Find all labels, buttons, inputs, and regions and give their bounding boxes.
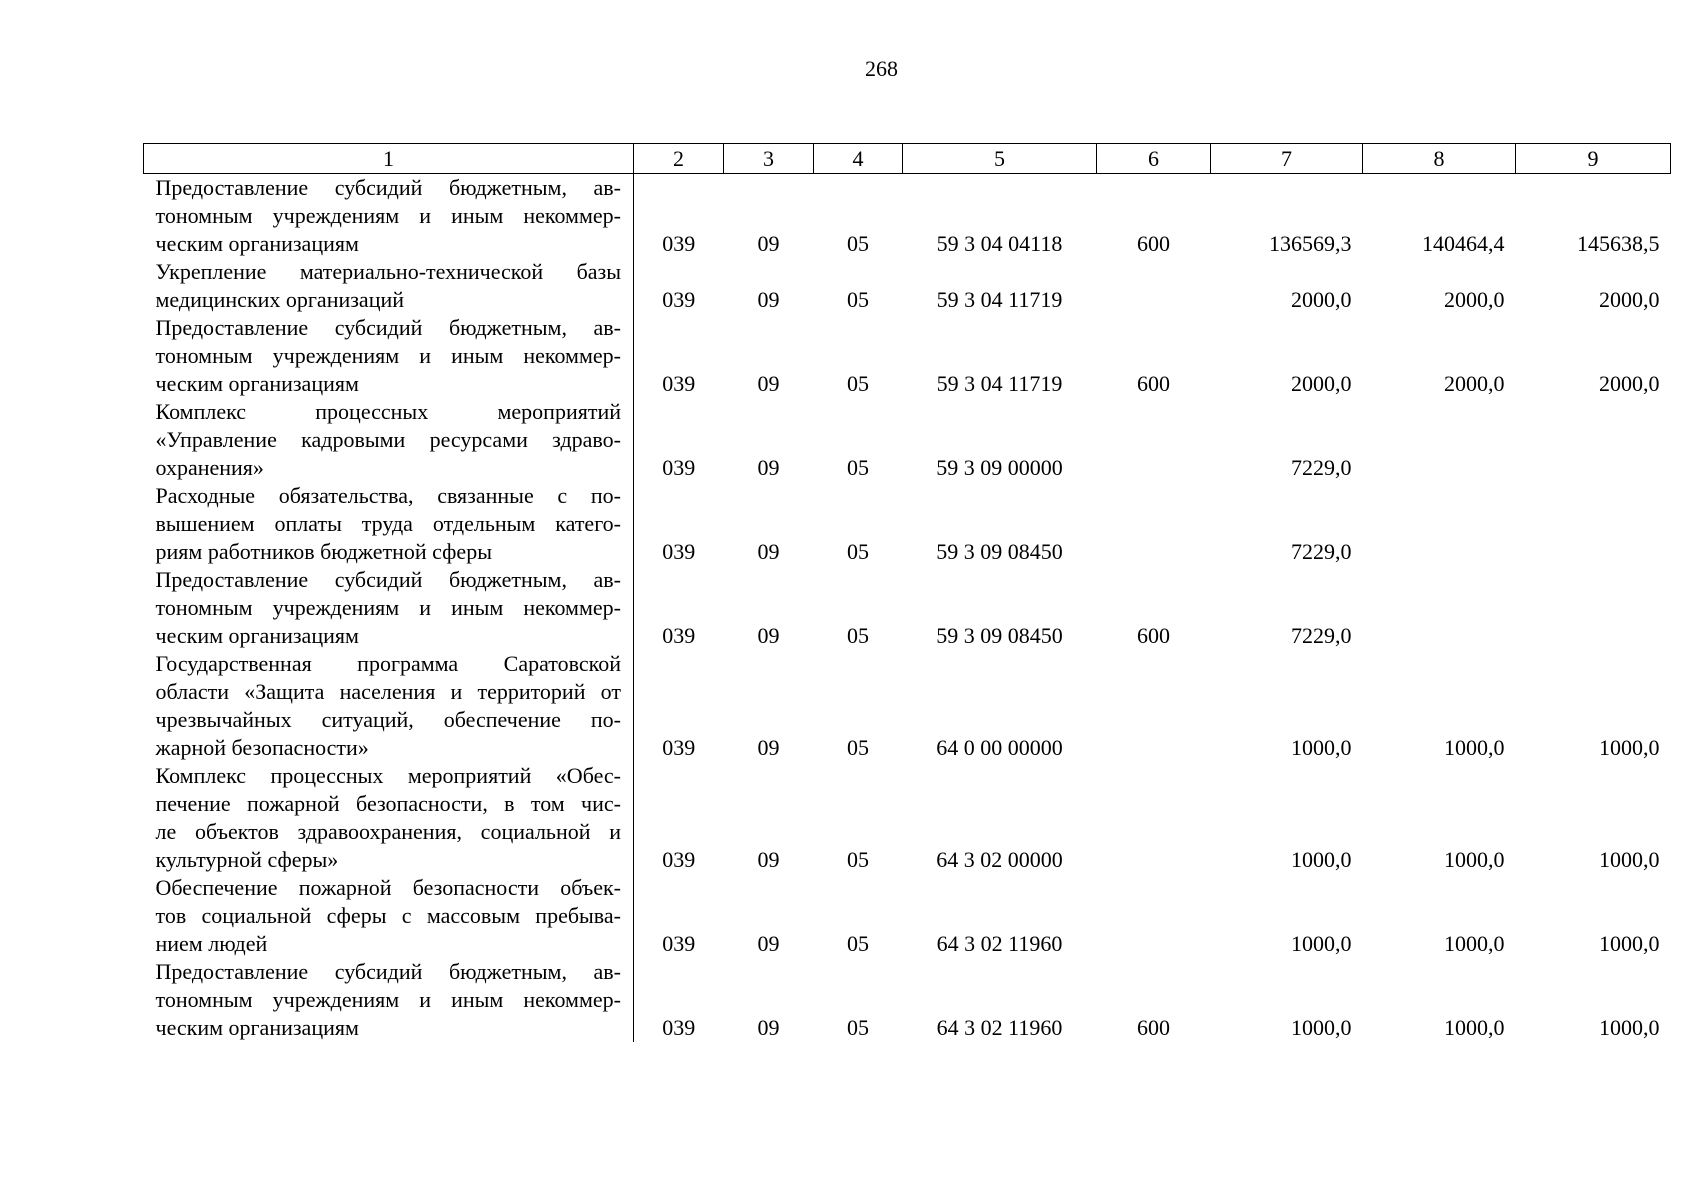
cell-col-5: 59 3 09 08450: [936, 539, 1063, 564]
cell-col-4: 05: [847, 847, 869, 872]
cell-col-8: 1000,0: [1444, 1015, 1505, 1040]
cell-col-7: 7229,0: [1291, 623, 1352, 648]
page-number: 268: [865, 56, 898, 81]
cell-col-3: 09: [757, 1015, 780, 1040]
table-body: [144, 174, 1671, 1043]
table-row: [144, 482, 1671, 566]
description-line: нием людей: [155, 931, 268, 956]
description-line: «Управление кадровыми ресурсами здраво-: [155, 427, 621, 452]
cell-col-7: 7229,0: [1291, 539, 1352, 564]
cell-col-5: 59 3 04 11719: [936, 371, 1063, 396]
cell-description: [144, 174, 634, 259]
cell-col-6: [1097, 762, 1211, 874]
cell-col-9: 2000,0: [1599, 371, 1660, 396]
cell-col-4: 05: [847, 623, 869, 648]
cell-col-2: 039: [662, 1015, 696, 1040]
header-col-6: 6: [1097, 144, 1211, 174]
description-line: чрезвычайных ситуаций, обеспечение по-: [155, 707, 621, 732]
cell-col-6: [1097, 482, 1211, 566]
description-line: охранения»: [155, 455, 264, 480]
cell-col-5: 64 3 02 00000: [936, 847, 1063, 872]
cell-col-2: 039: [662, 287, 696, 312]
cell-col-2: 039: [662, 371, 696, 396]
table-row: [144, 958, 1671, 1042]
cell-col-9: 1000,0: [1599, 931, 1660, 956]
cell-col-4: 05: [847, 231, 869, 256]
cell-col-5: 59 3 04 04118: [936, 231, 1063, 256]
description-line: Предоставление субсидий бюджетным, ав-: [155, 315, 621, 340]
cell-col-8: 1000,0: [1444, 931, 1505, 956]
description-line: жарной безопасности»: [155, 735, 369, 760]
cell-col-9: 1000,0: [1599, 847, 1660, 872]
cell-col-4: 05: [847, 371, 869, 396]
cell-description: [144, 482, 634, 566]
cell-col-7: 136569,3: [1269, 231, 1352, 256]
cell-col-7: 1000,0: [1291, 931, 1352, 956]
table-row: [144, 566, 1671, 650]
description-line: ческим организациям: [155, 623, 359, 648]
description-line: Обеспечение пожарной безопасности объек-: [155, 875, 621, 900]
table-row: [144, 398, 1671, 482]
description-line: тономным учреждениям и иным некоммер-: [155, 987, 621, 1012]
cell-col-4: 05: [847, 455, 869, 480]
cell-col-3: 09: [757, 735, 780, 760]
cell-col-8: [1363, 566, 1516, 650]
cell-col-9: 1000,0: [1599, 735, 1660, 760]
description-line: медицинских организаций: [155, 287, 405, 312]
header-col-7: 7: [1211, 144, 1363, 174]
description-line: тов социальной сферы с массовым пребыва-: [155, 903, 621, 928]
description-line: тономным учреждениям и иным некоммер-: [155, 343, 621, 368]
cell-col-3: 09: [757, 371, 780, 396]
description-line: Государственная программа Саратовской: [155, 651, 621, 676]
header-row: [144, 144, 1671, 174]
budget-table-container: [143, 143, 1670, 1042]
table-row: [144, 174, 1671, 259]
cell-col-3: 09: [757, 287, 780, 312]
cell-col-5: 64 0 00 00000: [936, 735, 1063, 760]
cell-col-2: 039: [662, 539, 696, 564]
table-row: [144, 762, 1671, 874]
cell-col-2: 039: [662, 623, 696, 648]
description-line: вышением оплаты труда отдельным катего-: [155, 511, 621, 536]
cell-col-7: 2000,0: [1291, 371, 1352, 396]
description-line: Комплекс процессных мероприятий: [155, 399, 621, 424]
cell-col-5: 59 3 09 08450: [936, 623, 1063, 648]
cell-description: [144, 650, 634, 762]
cell-col-3: 09: [757, 231, 780, 256]
cell-col-3: 09: [757, 539, 780, 564]
cell-col-6: [1097, 258, 1211, 314]
description-line: ческим организациям: [155, 1015, 359, 1040]
description-line: Расходные обязательства, связанные с по-: [155, 483, 621, 508]
cell-col-7: 7229,0: [1291, 455, 1352, 480]
description-line: Предоставление субсидий бюджетным, ав-: [155, 567, 621, 592]
cell-col-9: 145638,5: [1577, 231, 1660, 256]
cell-col-3: 09: [757, 931, 780, 956]
cell-col-7: 1000,0: [1291, 847, 1352, 872]
cell-col-4: 05: [847, 539, 869, 564]
cell-col-8: 140464,4: [1422, 231, 1505, 256]
cell-col-6: [1097, 398, 1211, 482]
description-line: риям работников бюджетной сферы: [155, 539, 492, 564]
cell-col-8: [1363, 482, 1516, 566]
description-line: ческим организациям: [155, 231, 359, 256]
cell-col-4: 05: [847, 931, 869, 956]
table-row: [144, 314, 1671, 398]
header-col-3: 3: [724, 144, 814, 174]
cell-col-5: 64 3 02 11960: [936, 1015, 1063, 1040]
cell-description: [144, 874, 634, 958]
table-row: [144, 258, 1671, 314]
description-line: тономным учреждениям и иным некоммер-: [155, 203, 621, 228]
cell-col-5: 64 3 02 11960: [936, 931, 1063, 956]
description-line: области «Защита населения и территорий от: [155, 679, 621, 704]
cell-col-9: [1516, 482, 1671, 566]
cell-col-4: 05: [847, 1015, 869, 1040]
cell-col-5: 59 3 09 00000: [936, 455, 1063, 480]
table-row: [144, 874, 1671, 958]
cell-col-8: [1363, 398, 1516, 482]
cell-col-5: 59 3 04 11719: [936, 287, 1063, 312]
cell-col-8: 1000,0: [1444, 847, 1505, 872]
cell-col-6: 600: [1137, 1015, 1170, 1040]
cell-col-6: [1097, 874, 1211, 958]
cell-col-6: 600: [1137, 371, 1170, 396]
cell-description: [144, 566, 634, 650]
cell-col-6: 600: [1137, 623, 1170, 648]
description-line: Комплекс процессных мероприятий «Обес-: [155, 763, 621, 788]
cell-col-8: 2000,0: [1444, 287, 1505, 312]
cell-col-9: [1516, 566, 1671, 650]
cell-col-2: 039: [662, 931, 696, 956]
cell-col-8: 1000,0: [1444, 735, 1505, 760]
cell-col-7: 1000,0: [1291, 735, 1352, 760]
cell-col-9: [1516, 398, 1671, 482]
description-line: Предоставление субсидий бюджетным, ав-: [155, 959, 621, 984]
description-line: тономным учреждениям и иным некоммер-: [155, 595, 621, 620]
cell-col-3: 09: [757, 455, 780, 480]
description-line: Предоставление субсидий бюджетным, ав-: [155, 175, 621, 200]
cell-col-2: 039: [662, 847, 696, 872]
cell-col-4: 05: [847, 735, 869, 760]
header-col-4: 4: [814, 144, 903, 174]
cell-col-9: 2000,0: [1599, 287, 1660, 312]
description-line: ле объектов здравоохранения, социальной и: [155, 819, 621, 844]
cell-col-2: 039: [662, 231, 696, 256]
cell-col-4: 05: [847, 287, 869, 312]
cell-description: [144, 958, 634, 1042]
header-col-1: 1: [144, 144, 634, 174]
header-col-2: 2: [634, 144, 724, 174]
cell-col-3: 09: [757, 623, 780, 648]
cell-col-6: [1097, 650, 1211, 762]
cell-description: [144, 258, 634, 314]
header-col-9: 9: [1516, 144, 1671, 174]
cell-description: [144, 762, 634, 874]
cell-description: [144, 398, 634, 482]
cell-col-7: 2000,0: [1291, 287, 1352, 312]
header-col-8: 8: [1363, 144, 1516, 174]
description-line: Укрепление материально-технической базы: [155, 259, 621, 284]
cell-col-3: 09: [757, 847, 780, 872]
cell-col-8: 2000,0: [1444, 371, 1505, 396]
cell-col-2: 039: [662, 735, 696, 760]
description-line: культурной сферы»: [155, 847, 339, 872]
cell-col-6: 600: [1137, 231, 1170, 256]
header-col-5: 5: [903, 144, 1097, 174]
cell-col-9: 1000,0: [1599, 1015, 1660, 1040]
description-line: ческим организациям: [155, 371, 359, 396]
description-line: печение пожарной безопасности, в том чис-: [155, 791, 621, 816]
budget-table: [143, 143, 1671, 1042]
cell-col-7: 1000,0: [1291, 1015, 1352, 1040]
cell-description: [144, 314, 634, 398]
cell-col-2: 039: [662, 455, 696, 480]
table-row: [144, 650, 1671, 762]
